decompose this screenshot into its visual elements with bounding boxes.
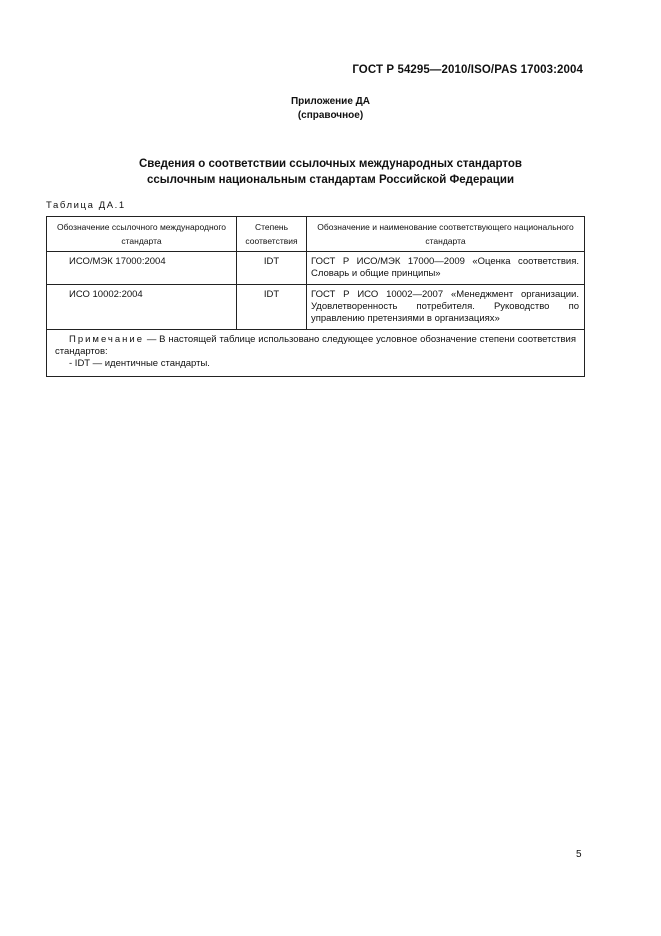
annex-heading [0,95,661,123]
cell-degree: IDT [237,252,307,285]
table-header-row [47,217,585,252]
section-title-line-2: ссылочным национальным стандартам Российской Федерации [146,174,515,186]
note-text: — В настоящей таблице использовано следующее условное обозначение степени соответствия стандартов: [55,334,576,357]
header-reference-standard: Обозначение ссылочного международного стандарта [47,217,237,252]
note-text-line [55,334,576,358]
cell-national-standard: ГОСТ Р ИСО/МЭК 17000—2009 «Оценка соответствия. Словарь и общие принципы» [307,252,585,285]
table-note [47,330,585,377]
table-row [47,252,585,285]
cell-reference-standard: ИСО 10002:2004 [47,285,237,330]
annex-kind: (справочное) [297,110,364,121]
cell-degree: IDT [237,285,307,330]
header-degree: Степень соответствия [237,217,307,252]
note-item: - IDT — идентичные стандарты. [69,358,210,369]
reference-table [46,216,585,377]
table-row [47,285,585,330]
table-caption: Таблица ДА.1 [46,200,126,211]
document-header: ГОСТ Р 54295—2010/ISO/PAS 17003:2004 [352,64,583,76]
header-national-standard: Обозначение и наименование соответствующего национального стандарта [307,217,585,252]
section-title-line-1: Сведения о соответствии ссылочных международных стандартов [138,158,522,170]
note-label: Примечание [69,334,144,345]
section-title [0,156,661,188]
cell-reference-standard: ИСО/МЭК 17000:2004 [47,252,237,285]
cell-national-standard: ГОСТ Р ИСО 10002—2007 «Менеджмент организации. Удовлетворенность потребителя. Руководство по управлению претензиями в организациях» [307,285,585,330]
annex-title: Приложение ДА [290,96,371,107]
table-note-row [47,330,585,377]
page-number: 5 [576,849,582,860]
